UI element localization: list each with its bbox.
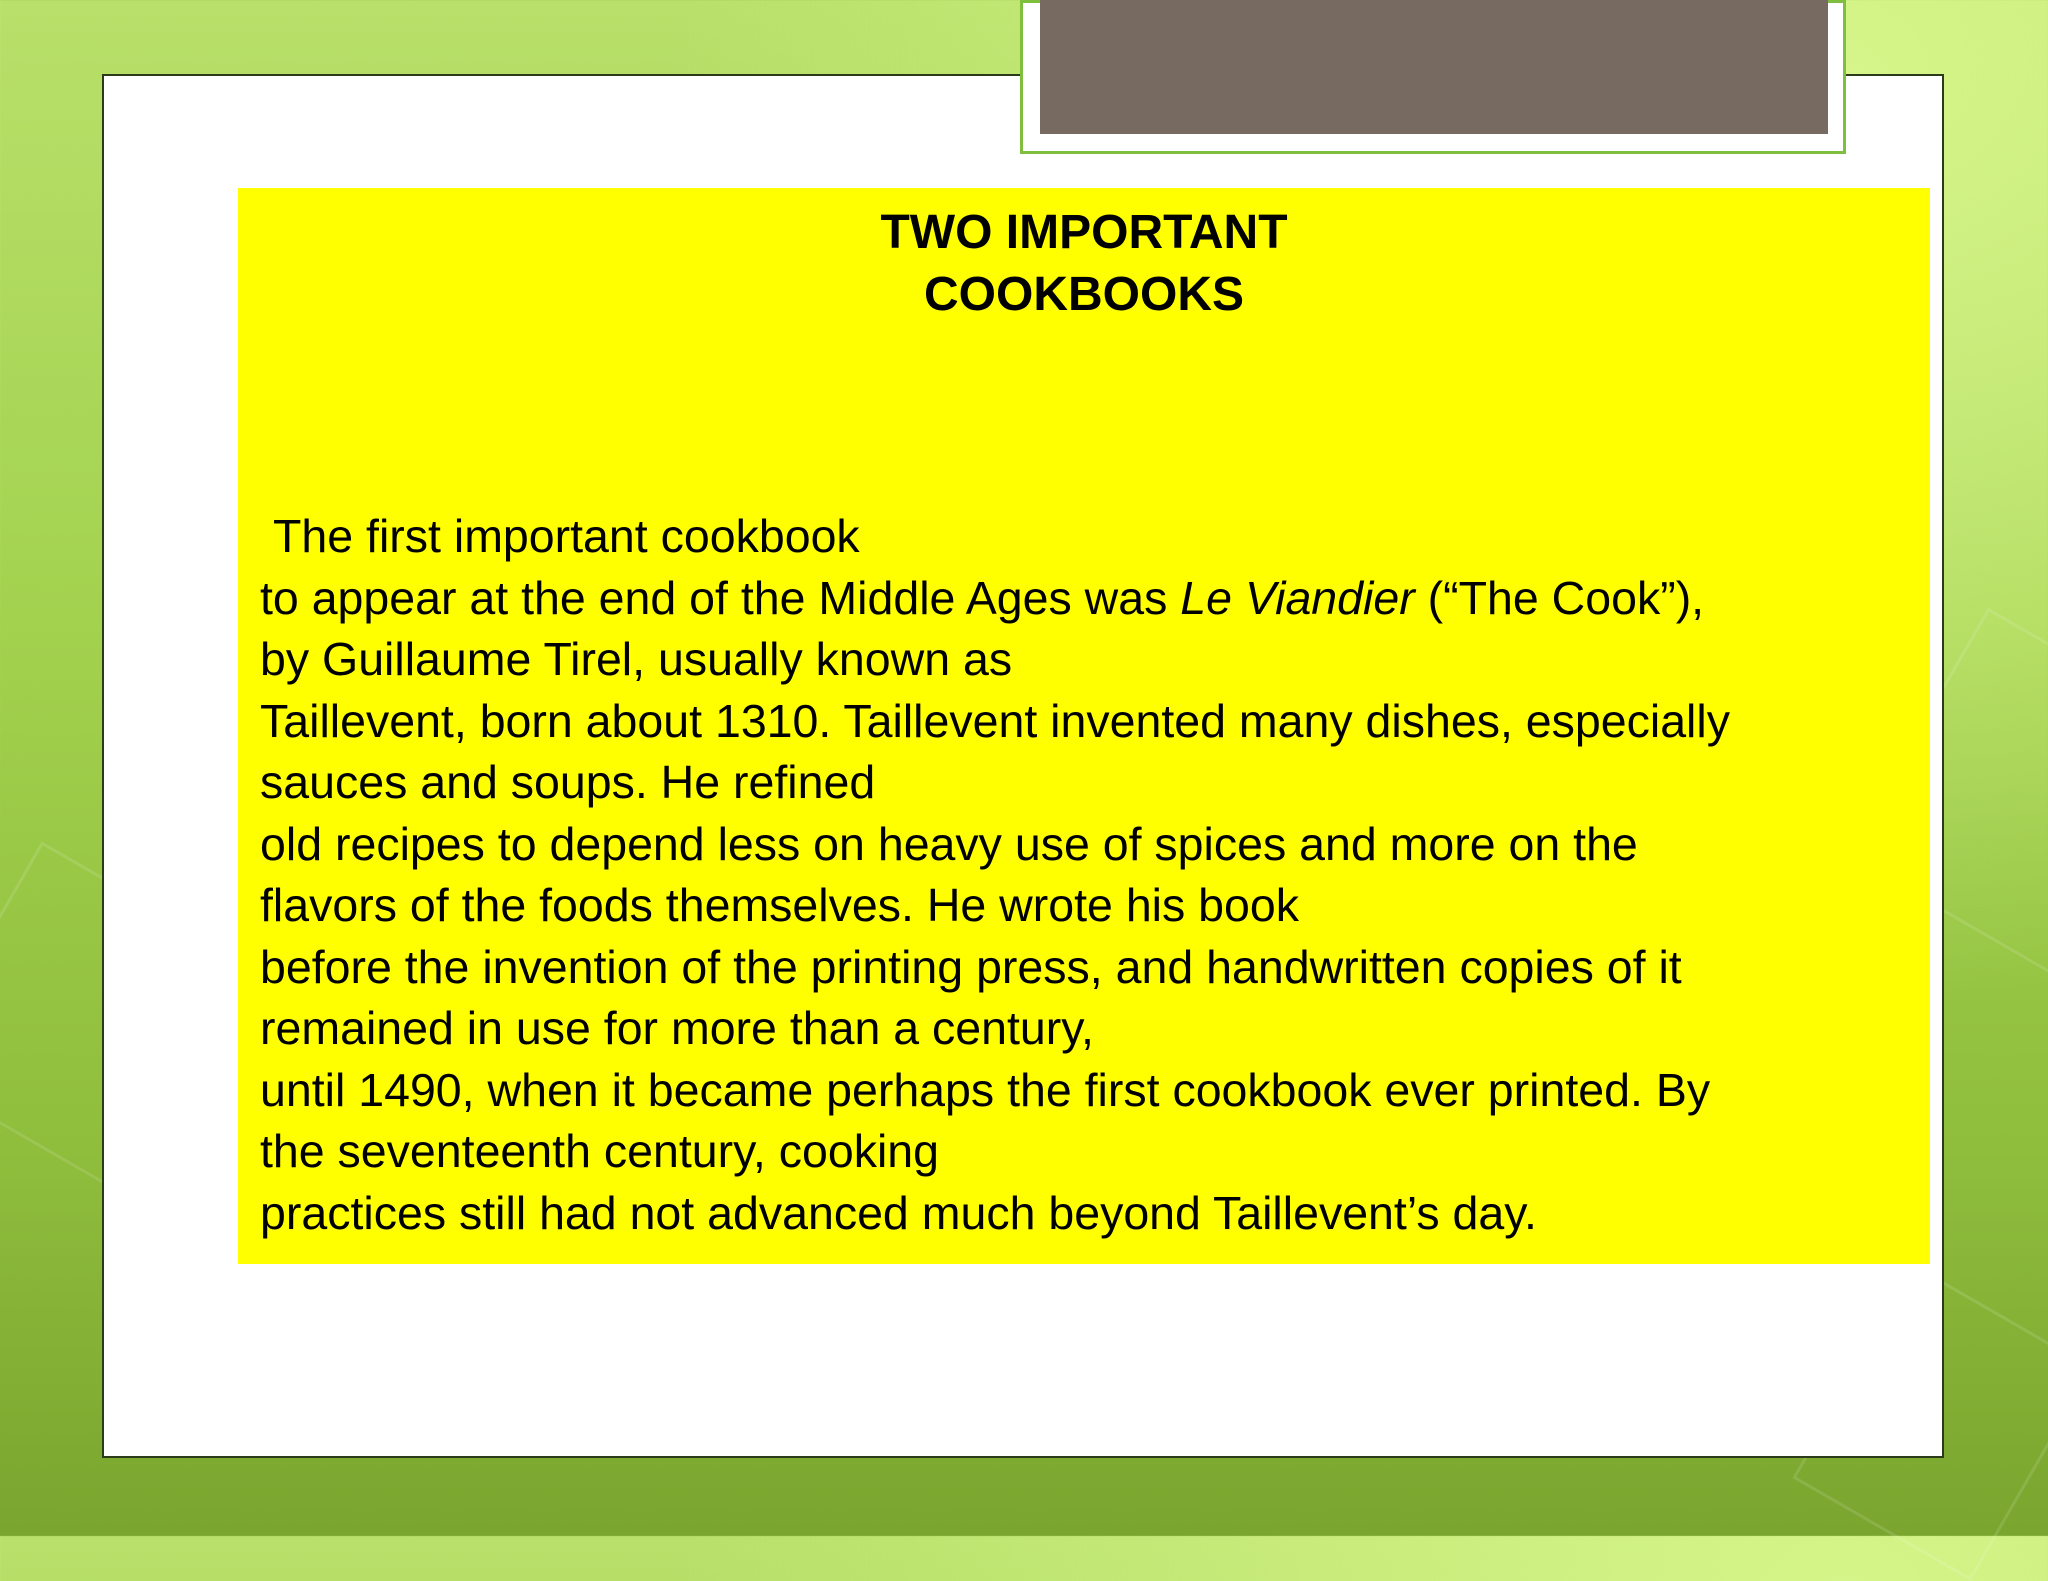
- paragraph-line: remained in use for more than a century,: [260, 1002, 1094, 1054]
- paragraph-text: (“The Cook”),: [1414, 571, 1705, 624]
- paragraph-line: until 1490, when it became perhaps the first cookbook ever printed. By: [260, 1063, 1711, 1116]
- title-line: COOKBOOKS: [923, 268, 1244, 321]
- paragraph-line: the seventeenth century, cooking: [260, 1125, 939, 1177]
- paragraph-line: [260, 568, 1920, 630]
- title-bar: [1040, 0, 1828, 134]
- body-paragraph: [260, 506, 1920, 1244]
- paragraph-text: to appear at the end of the Middle Ages was: [260, 571, 1181, 624]
- paragraph-line: sauces and soups. He refined: [260, 756, 876, 808]
- highlighted-text-box: [238, 188, 1930, 1264]
- paragraph-line: Taillevent, born about 1310. Taillevent invented many dishes, especially: [260, 694, 1730, 747]
- paragraph-line: before the invention of the printing press, and handwritten copies of it: [260, 940, 1682, 993]
- book-title-italic: Le Viandier: [1180, 571, 1415, 624]
- paragraph-line: flavors of the foods themselves. He wrote his book: [260, 879, 1300, 931]
- paragraph-line: practices still had not advanced much beyond Taillevent’s day.: [260, 1186, 1537, 1239]
- paragraph-line: old recipes to depend less on heavy use of spices and more on the: [260, 817, 1638, 870]
- slide-title: [238, 202, 1930, 326]
- paragraph-line: The first important cookbook: [273, 510, 860, 562]
- title-line: TWO IMPORTANT: [880, 206, 1288, 259]
- paragraph-line: by Guillaume Tirel, usually known as: [260, 633, 1013, 685]
